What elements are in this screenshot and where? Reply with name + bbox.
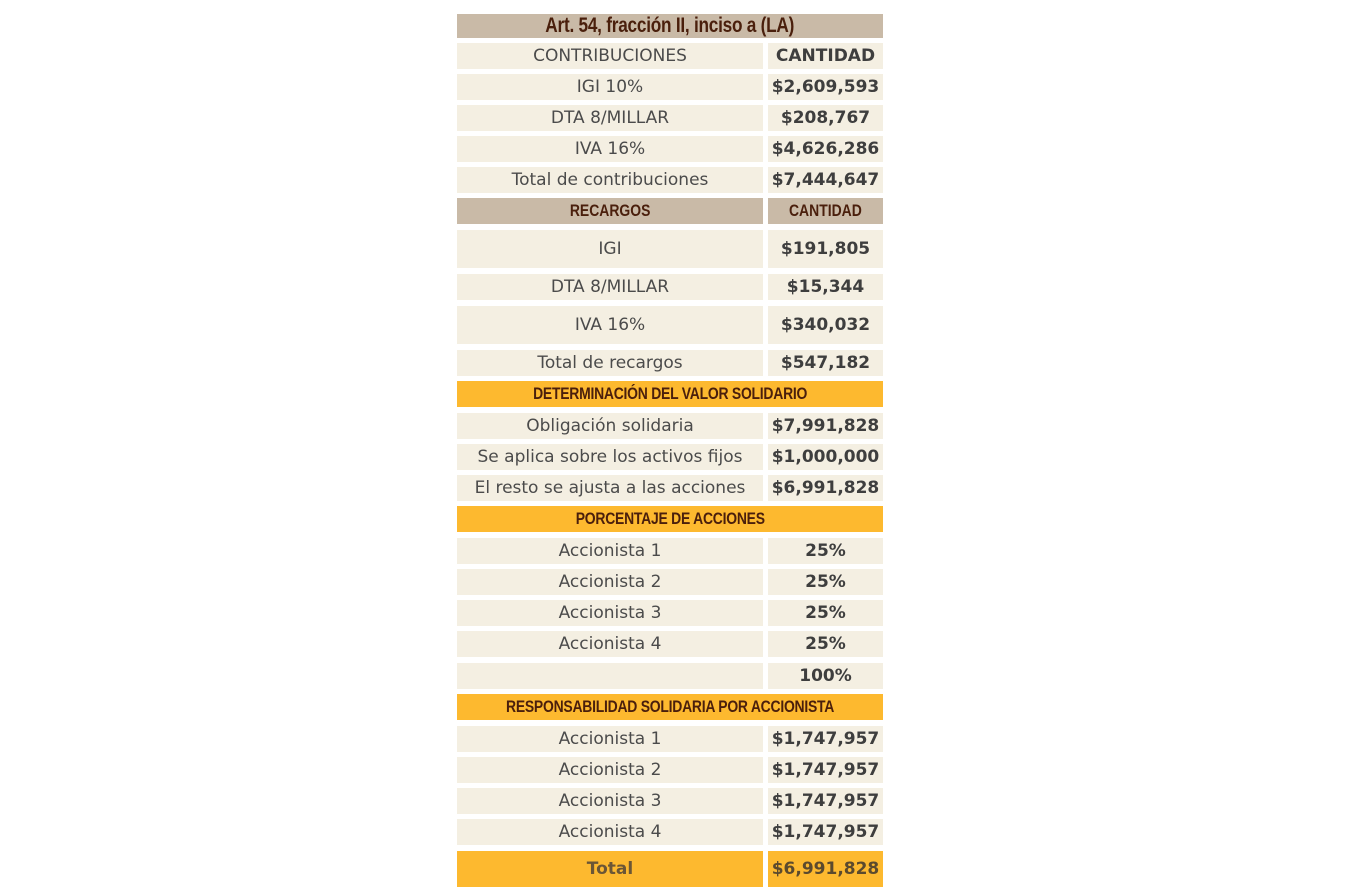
row-label: Accionista 4 [457, 819, 763, 845]
table-row [457, 788, 883, 814]
row-amount: $1,747,957 [768, 819, 883, 845]
row-label: IVA 16% [457, 136, 763, 162]
table-row [457, 757, 883, 783]
table-row [457, 230, 883, 268]
row-label: Accionista 4 [457, 631, 763, 657]
row-amount: 25% [768, 538, 883, 564]
table-row [457, 74, 883, 100]
row-label: IVA 16% [457, 306, 763, 344]
recargos-header-amount: CANTIDAD [768, 198, 883, 224]
row-amount: $6,991,828 [768, 475, 883, 501]
row-amount: $1,747,957 [768, 757, 883, 783]
table-row [457, 569, 883, 595]
row-amount: $4,626,286 [768, 136, 883, 162]
row-label: Accionista 2 [457, 757, 763, 783]
table-row [457, 136, 883, 162]
row-label: Accionista 1 [457, 538, 763, 564]
porcentaje-banner: PORCENTAJE DE ACCIONES [457, 506, 883, 532]
table-row [457, 475, 883, 501]
row-amount: $547,182 [768, 350, 883, 376]
row-label: Accionista 3 [457, 600, 763, 626]
row-amount: $340,032 [768, 306, 883, 344]
row-amount: 100% [768, 663, 883, 689]
table-row [457, 413, 883, 439]
table-row [457, 350, 883, 376]
total-amount: $6,991,828 [768, 851, 883, 887]
row-amount: 25% [768, 631, 883, 657]
row-amount: 25% [768, 569, 883, 595]
total-row [457, 851, 883, 887]
recargos-header-label: RECARGOS [457, 198, 763, 224]
row-label: Accionista 2 [457, 569, 763, 595]
row-label: Total de recargos [457, 350, 763, 376]
table-title: Art. 54, fracción II, inciso a (LA) [457, 14, 883, 38]
row-label: Obligación solidaria [457, 413, 763, 439]
row-label: IGI [457, 230, 763, 268]
row-amount: $2,609,593 [768, 74, 883, 100]
row-label [457, 663, 763, 689]
responsabilidad-banner: RESPONSABILIDAD SOLIDARIA POR ACCIONISTA [457, 694, 883, 720]
table-row [457, 538, 883, 564]
contribuciones-header-label: CONTRIBUCIONES [457, 43, 763, 69]
table-row [457, 726, 883, 752]
table-row [457, 274, 883, 300]
row-amount: $1,747,957 [768, 726, 883, 752]
table-row [457, 819, 883, 845]
tax-table [457, 14, 883, 887]
row-amount: $15,344 [768, 274, 883, 300]
table-row [457, 167, 883, 193]
row-label: DTA 8/MILLAR [457, 274, 763, 300]
row-label: Accionista 1 [457, 726, 763, 752]
table-row [457, 444, 883, 470]
row-label: DTA 8/MILLAR [457, 105, 763, 131]
row-label: El resto se ajusta a las acciones [457, 475, 763, 501]
row-amount: $7,444,647 [768, 167, 883, 193]
table-row [457, 663, 883, 689]
row-label: Accionista 3 [457, 788, 763, 814]
table-row [457, 306, 883, 344]
row-label: Se aplica sobre los activos fijos [457, 444, 763, 470]
table-row [457, 631, 883, 657]
determinacion-banner: DETERMINACIÓN DEL VALOR SOLIDARIO [457, 381, 883, 407]
row-label: Total de contribuciones [457, 167, 763, 193]
row-amount: 25% [768, 600, 883, 626]
recargos-header-row [457, 198, 883, 224]
contribuciones-header-amount: CANTIDAD [768, 43, 883, 69]
row-label: IGI 10% [457, 74, 763, 100]
total-label: Total [457, 851, 763, 887]
row-amount: $208,767 [768, 105, 883, 131]
row-amount: $1,000,000 [768, 444, 883, 470]
row-amount: $191,805 [768, 230, 883, 268]
row-amount: $1,747,957 [768, 788, 883, 814]
contribuciones-header-row [457, 43, 883, 69]
table-row [457, 600, 883, 626]
table-row [457, 105, 883, 131]
row-amount: $7,991,828 [768, 413, 883, 439]
